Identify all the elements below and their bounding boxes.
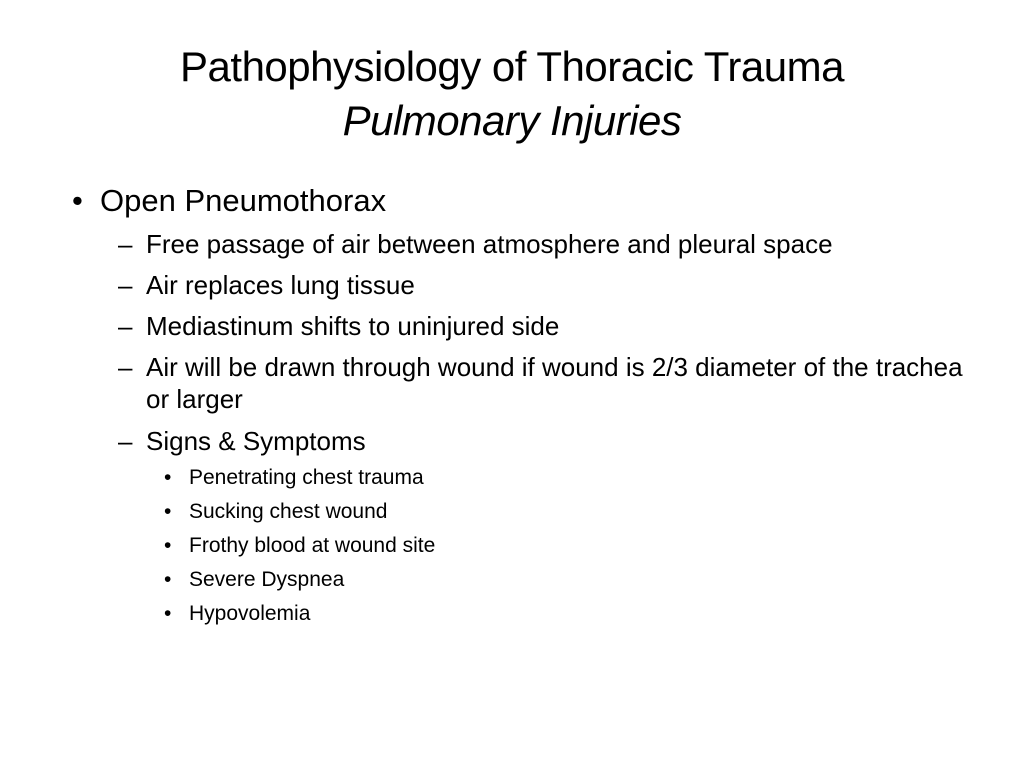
- bullet-icon: •: [72, 183, 83, 218]
- main-bullet-text: Open Pneumothorax: [100, 183, 387, 218]
- dash-icon: –: [118, 311, 133, 341]
- sign-item-text: Severe Dyspnea: [189, 568, 345, 591]
- sub-item-text: Signs & Symptoms: [146, 426, 366, 456]
- sub-item-text: Mediastinum shifts to uninjured side: [146, 311, 560, 341]
- sub-item-text: Air will be drawn through wound if wound is 2/3 diameter of the trachea or larger: [146, 352, 963, 414]
- slide-subtitle: Pulmonary Injuries: [342, 97, 682, 144]
- sub-item-free-passage: [118, 228, 978, 260]
- bullet-icon: •: [164, 568, 172, 591]
- sub-item-air-drawn: [118, 351, 978, 415]
- sub-item-mediastinum: [118, 310, 978, 342]
- sub-item-text: Free passage of air between atmosphere and pleural space: [146, 229, 833, 259]
- bullet-icon: •: [164, 534, 172, 557]
- sub-item-air-replaces: [118, 269, 978, 301]
- sign-item-text: Sucking chest wound: [189, 500, 388, 523]
- dash-icon: –: [118, 352, 133, 382]
- sign-item-text: Frothy blood at wound site: [189, 534, 436, 557]
- sign-item-text: Hypovolemia: [189, 602, 311, 625]
- bullet-icon: •: [164, 602, 172, 625]
- bullet-icon: •: [164, 466, 172, 489]
- sub-item-text: Air replaces lung tissue: [146, 270, 415, 300]
- bullet-icon: •: [164, 500, 172, 523]
- slide-title-block: [0, 40, 1024, 148]
- dash-icon: –: [118, 426, 133, 456]
- dash-icon: –: [118, 229, 133, 259]
- dash-icon: –: [118, 270, 133, 300]
- sign-item-text: Penetrating chest trauma: [189, 466, 424, 489]
- slide-title: Pathophysiology of Thoracic Trauma: [180, 43, 844, 90]
- sub-item-signs-symptoms: [118, 425, 978, 457]
